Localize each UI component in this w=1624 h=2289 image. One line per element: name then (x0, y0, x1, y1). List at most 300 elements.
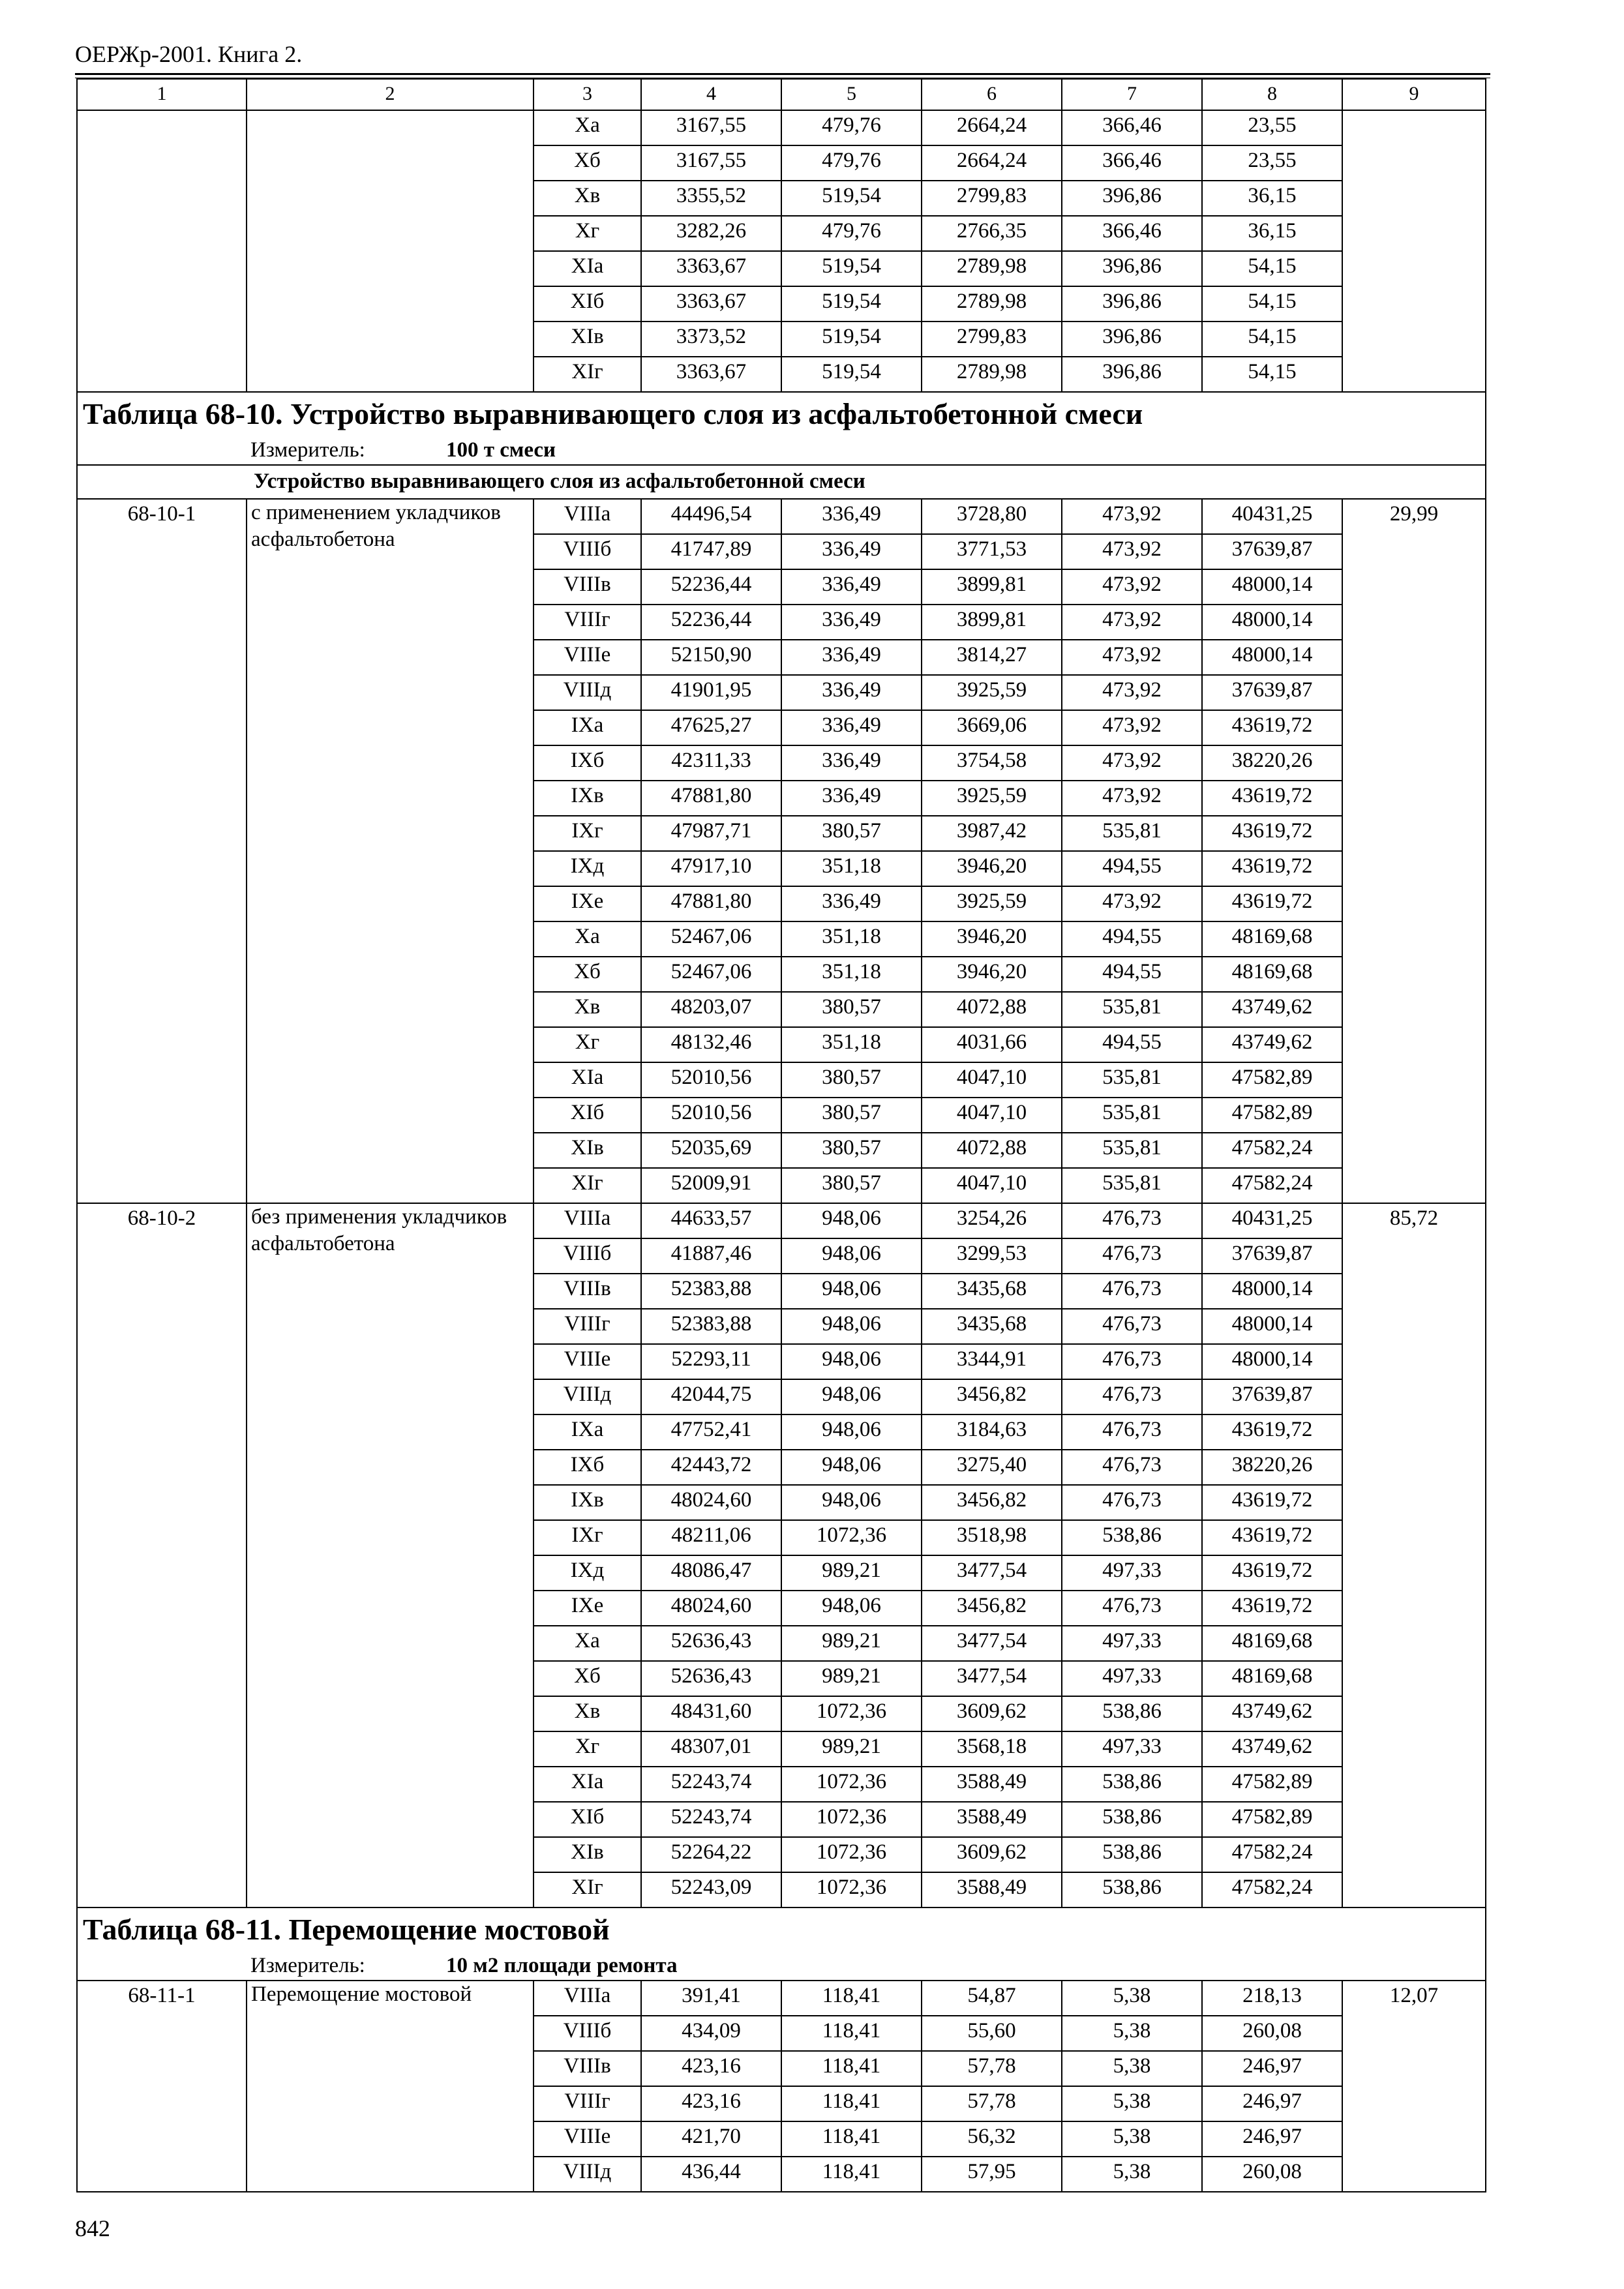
table-title-row (77, 1908, 1486, 1951)
value-cell: 2799,83 (922, 181, 1062, 216)
column-number-row (77, 79, 1486, 110)
value-cell: 3987,42 (922, 816, 1062, 851)
value-cell: 43749,62 (1202, 1696, 1342, 1731)
value-cell: 3167,55 (641, 110, 781, 145)
zone-cell: VIIIд (534, 675, 641, 710)
value-cell: 3728,80 (922, 499, 1062, 534)
value-cell: 4072,88 (922, 1133, 1062, 1168)
value-cell: 3363,67 (641, 251, 781, 286)
value-cell: 48431,60 (641, 1696, 781, 1731)
value-cell: 37639,87 (1202, 534, 1342, 569)
column-number: 3 (534, 79, 641, 110)
value-cell: 52010,56 (641, 1062, 781, 1098)
value-cell: 948,06 (781, 1379, 922, 1414)
value-cell: 497,33 (1062, 1626, 1202, 1661)
value-cell: 535,81 (1062, 816, 1202, 851)
value-cell: 48000,14 (1202, 605, 1342, 640)
value-cell: 43619,72 (1202, 1485, 1342, 1520)
value-cell: 336,49 (781, 640, 922, 675)
item-name: с применением укладчиков асфальтобетона (247, 499, 534, 1203)
zone-cell: IXe (534, 1591, 641, 1626)
value-cell: 3477,54 (922, 1555, 1062, 1591)
value-cell: 3771,53 (922, 534, 1062, 569)
value-cell: 43619,72 (1202, 1555, 1342, 1591)
value-cell: 538,86 (1062, 1520, 1202, 1555)
value-cell: 1072,36 (781, 1696, 922, 1731)
value-cell: 3344,91 (922, 1344, 1062, 1379)
value-cell: 5,38 (1062, 2121, 1202, 2157)
zone-cell: VIIIa (534, 499, 641, 534)
value-cell: 380,57 (781, 1062, 922, 1098)
value-cell: 336,49 (781, 499, 922, 534)
value-cell: 47625,27 (641, 710, 781, 745)
value-cell: 48000,14 (1202, 1344, 1342, 1379)
value-cell: 52383,88 (641, 1309, 781, 1344)
value-cell: 366,46 (1062, 145, 1202, 181)
value-cell: 989,21 (781, 1661, 922, 1696)
empty-cell (1342, 110, 1486, 392)
value-cell: 40431,25 (1202, 1203, 1342, 1238)
value-cell: 43619,72 (1202, 851, 1342, 886)
zone-cell: VIIIг (534, 2086, 641, 2121)
value-cell: 476,73 (1062, 1274, 1202, 1309)
measure-value: 100 т смеси (446, 438, 556, 462)
value-cell: 37639,87 (1202, 1379, 1342, 1414)
zone-cell: IXв (534, 781, 641, 816)
value-cell: 48024,60 (641, 1485, 781, 1520)
measure-label: Измеритель: (250, 1954, 365, 1977)
value-cell: 476,73 (1062, 1344, 1202, 1379)
value-cell: 351,18 (781, 957, 922, 992)
value-cell: 54,87 (922, 1981, 1062, 2016)
value-cell: 476,73 (1062, 1238, 1202, 1274)
value-cell: 2789,98 (922, 357, 1062, 392)
value-cell: 494,55 (1062, 1027, 1202, 1062)
value-cell: 54,15 (1202, 322, 1342, 357)
zone-cell: Xб (534, 957, 641, 992)
value-cell: 473,92 (1062, 640, 1202, 675)
column-number: 9 (1342, 79, 1486, 110)
value-cell: 54,15 (1202, 286, 1342, 322)
value-cell: 4047,10 (922, 1098, 1062, 1133)
table-subtitle: Устройство выравнивающего слоя из асфальтобетонной смеси (77, 465, 1486, 499)
value-cell: 41901,95 (641, 675, 781, 710)
measure-label: Измеритель: (250, 438, 365, 462)
value-cell: 3925,59 (922, 675, 1062, 710)
table-title: Таблица 68-11. Перемощение мостовой (77, 1908, 1486, 1951)
value-cell: 43749,62 (1202, 1027, 1342, 1062)
value-cell: 48211,06 (641, 1520, 781, 1555)
value-cell: 497,33 (1062, 1555, 1202, 1591)
value-cell: 336,49 (781, 569, 922, 605)
zone-cell: VIIIв (534, 2051, 641, 2086)
column-number: 5 (781, 79, 922, 110)
value-cell: 47582,24 (1202, 1168, 1342, 1203)
item-code: 68-10-2 (77, 1203, 247, 1908)
value-cell: 52010,56 (641, 1098, 781, 1133)
value-cell: 42311,33 (641, 745, 781, 781)
zone-cell: XIб (534, 1098, 641, 1133)
value-cell: 246,97 (1202, 2121, 1342, 2157)
value-cell: 47881,80 (641, 781, 781, 816)
empty-cell (77, 110, 247, 392)
value-cell: 40431,25 (1202, 499, 1342, 534)
value-cell: 41747,89 (641, 534, 781, 569)
value-cell: 366,46 (1062, 110, 1202, 145)
value-cell: 48132,46 (641, 1027, 781, 1062)
zone-cell: Xг (534, 216, 641, 251)
zone-cell: XIг (534, 1872, 641, 1908)
value-cell: 473,92 (1062, 675, 1202, 710)
value-cell: 380,57 (781, 1168, 922, 1203)
zone-cell: VIIIв (534, 569, 641, 605)
zone-cell: IXв (534, 1485, 641, 1520)
value-cell: 23,55 (1202, 110, 1342, 145)
zone-cell: VIIIe (534, 1344, 641, 1379)
value-cell: 43619,72 (1202, 710, 1342, 745)
value-cell: 3477,54 (922, 1626, 1062, 1661)
zone-cell: XIa (534, 251, 641, 286)
value-cell: 48024,60 (641, 1591, 781, 1626)
value-cell: 55,60 (922, 2016, 1062, 2051)
value-cell: 2664,24 (922, 110, 1062, 145)
value-cell: 4047,10 (922, 1168, 1062, 1203)
rates-table (76, 78, 1486, 2192)
zone-cell: VIIIe (534, 2121, 641, 2157)
zone-cell: IXe (534, 886, 641, 921)
value-cell: 54,15 (1202, 251, 1342, 286)
value-cell: 48169,68 (1202, 957, 1342, 992)
value-cell: 2799,83 (922, 322, 1062, 357)
value-cell: 118,41 (781, 2157, 922, 2192)
item-code: 68-11-1 (77, 1981, 247, 2192)
value-cell: 434,09 (641, 2016, 781, 2051)
value-cell: 52467,06 (641, 957, 781, 992)
value-cell: 3355,52 (641, 181, 781, 216)
value-cell: 43749,62 (1202, 1731, 1342, 1767)
value-cell: 118,41 (781, 2016, 922, 2051)
value-cell: 948,06 (781, 1344, 922, 1379)
value-cell: 948,06 (781, 1274, 922, 1309)
value-cell: 3669,06 (922, 710, 1062, 745)
value-cell: 396,86 (1062, 181, 1202, 216)
zone-cell: IXб (534, 1450, 641, 1485)
page-number: 842 (75, 2215, 110, 2241)
value-cell: 5,38 (1062, 2157, 1202, 2192)
value-cell: 260,08 (1202, 2157, 1342, 2192)
value-cell: 948,06 (781, 1414, 922, 1450)
value-cell: 989,21 (781, 1555, 922, 1591)
value-cell: 52236,44 (641, 569, 781, 605)
value-cell: 41887,46 (641, 1238, 781, 1274)
value-cell: 494,55 (1062, 921, 1202, 957)
item-name: Перемощение мостовой (247, 1981, 534, 2192)
value-cell: 48169,68 (1202, 1626, 1342, 1661)
value-cell: 519,54 (781, 286, 922, 322)
table-title-row (77, 392, 1486, 436)
zone-cell: VIIIд (534, 1379, 641, 1414)
value-cell: 52293,11 (641, 1344, 781, 1379)
zone-cell: Xб (534, 145, 641, 181)
zone-cell: Xв (534, 992, 641, 1027)
zone-cell: IXд (534, 851, 641, 886)
value-cell: 47752,41 (641, 1414, 781, 1450)
measure-value: 10 м2 площади ремонта (446, 1954, 678, 1977)
value-cell: 57,78 (922, 2051, 1062, 2086)
value-cell: 56,32 (922, 2121, 1062, 2157)
value-cell: 3946,20 (922, 851, 1062, 886)
value-cell: 3588,49 (922, 1767, 1062, 1802)
value-cell: 57,95 (922, 2157, 1062, 2192)
zone-cell: VIIIa (534, 1981, 641, 2016)
zone-cell: XIб (534, 286, 641, 322)
value-cell: 52236,44 (641, 605, 781, 640)
zone-cell: IXб (534, 745, 641, 781)
value-cell: 52035,69 (641, 1133, 781, 1168)
zone-cell: XIв (534, 1133, 641, 1168)
value-cell: 48000,14 (1202, 569, 1342, 605)
col9-value: 29,99 (1342, 499, 1486, 1203)
page-header: ОЕРЖр-2001. Книга 2. (75, 41, 303, 67)
value-cell: 48000,14 (1202, 1309, 1342, 1344)
zone-cell: VIIIд (534, 2157, 641, 2192)
value-cell: 3435,68 (922, 1309, 1062, 1344)
value-cell: 43619,72 (1202, 1591, 1342, 1626)
item-code: 68-10-1 (77, 499, 247, 1203)
value-cell: 476,73 (1062, 1309, 1202, 1344)
zone-cell: Xa (534, 1626, 641, 1661)
value-cell: 4047,10 (922, 1062, 1062, 1098)
column-number: 2 (247, 79, 534, 110)
value-cell: 3275,40 (922, 1450, 1062, 1485)
value-cell: 479,76 (781, 216, 922, 251)
zone-cell: VIIIe (534, 640, 641, 675)
value-cell: 37639,87 (1202, 675, 1342, 710)
zone-cell: IXa (534, 1414, 641, 1450)
value-cell: 336,49 (781, 710, 922, 745)
value-cell: 1072,36 (781, 1767, 922, 1802)
empty-cell (247, 110, 534, 392)
col9-value: 85,72 (1342, 1203, 1486, 1908)
value-cell: 48203,07 (641, 992, 781, 1027)
value-cell: 494,55 (1062, 851, 1202, 886)
value-cell: 3518,98 (922, 1520, 1062, 1555)
value-cell: 52264,22 (641, 1837, 781, 1872)
value-cell: 48169,68 (1202, 1661, 1342, 1696)
value-cell: 218,13 (1202, 1981, 1342, 2016)
value-cell: 4072,88 (922, 992, 1062, 1027)
value-cell: 948,06 (781, 1450, 922, 1485)
zone-cell: IXa (534, 710, 641, 745)
value-cell: 436,44 (641, 2157, 781, 2192)
value-cell: 5,38 (1062, 2051, 1202, 2086)
value-cell: 396,86 (1062, 357, 1202, 392)
value-cell: 476,73 (1062, 1379, 1202, 1414)
value-cell: 5,38 (1062, 2086, 1202, 2121)
value-cell: 519,54 (781, 322, 922, 357)
value-cell: 3282,26 (641, 216, 781, 251)
value-cell: 380,57 (781, 992, 922, 1027)
value-cell: 3167,55 (641, 145, 781, 181)
value-cell: 3899,81 (922, 605, 1062, 640)
value-cell: 3299,53 (922, 1238, 1062, 1274)
value-cell: 473,92 (1062, 886, 1202, 921)
value-cell: 479,76 (781, 110, 922, 145)
zone-cell: XIг (534, 357, 641, 392)
value-cell: 473,92 (1062, 745, 1202, 781)
value-cell: 351,18 (781, 1027, 922, 1062)
value-cell: 351,18 (781, 851, 922, 886)
value-cell: 3373,52 (641, 322, 781, 357)
value-cell: 948,06 (781, 1485, 922, 1520)
value-cell: 3456,82 (922, 1379, 1062, 1414)
value-cell: 336,49 (781, 605, 922, 640)
zone-cell: VIIIб (534, 534, 641, 569)
measure-cell (77, 1951, 1486, 1981)
zone-cell: Xб (534, 1661, 641, 1696)
value-cell: 3588,49 (922, 1872, 1062, 1908)
subtitle-row (77, 465, 1486, 499)
value-cell: 948,06 (781, 1238, 922, 1274)
value-cell: 48086,47 (641, 1555, 781, 1591)
zone-cell: XIa (534, 1062, 641, 1098)
zone-cell: Xг (534, 1027, 641, 1062)
value-cell: 535,81 (1062, 1133, 1202, 1168)
value-cell: 43619,72 (1202, 1520, 1342, 1555)
value-cell: 118,41 (781, 2086, 922, 2121)
value-cell: 476,73 (1062, 1485, 1202, 1520)
zone-cell: XIa (534, 1767, 641, 1802)
value-cell: 3609,62 (922, 1696, 1062, 1731)
value-cell: 3363,67 (641, 357, 781, 392)
value-cell: 396,86 (1062, 286, 1202, 322)
item-name: без применения укладчиков асфальтобетона (247, 1203, 534, 1908)
value-cell: 44496,54 (641, 499, 781, 534)
value-cell: 948,06 (781, 1203, 922, 1238)
value-cell: 48307,01 (641, 1731, 781, 1767)
value-cell: 47987,71 (641, 816, 781, 851)
value-cell: 476,73 (1062, 1591, 1202, 1626)
value-cell: 535,81 (1062, 992, 1202, 1027)
table-row (77, 1981, 1486, 2016)
value-cell: 535,81 (1062, 1098, 1202, 1133)
value-cell: 948,06 (781, 1591, 922, 1626)
value-cell: 1072,36 (781, 1520, 922, 1555)
value-cell: 473,92 (1062, 499, 1202, 534)
zone-cell: Xa (534, 110, 641, 145)
value-cell: 52243,74 (641, 1767, 781, 1802)
value-cell: 336,49 (781, 886, 922, 921)
value-cell: 494,55 (1062, 957, 1202, 992)
value-cell: 36,15 (1202, 181, 1342, 216)
value-cell: 396,86 (1062, 251, 1202, 286)
value-cell: 989,21 (781, 1731, 922, 1767)
value-cell: 473,92 (1062, 534, 1202, 569)
value-cell: 52636,43 (641, 1626, 781, 1661)
value-cell: 38220,26 (1202, 745, 1342, 781)
value-cell: 48169,68 (1202, 921, 1342, 957)
value-cell: 473,92 (1062, 710, 1202, 745)
value-cell: 538,86 (1062, 1767, 1202, 1802)
value-cell: 3568,18 (922, 1731, 1062, 1767)
value-cell: 497,33 (1062, 1661, 1202, 1696)
value-cell: 473,92 (1062, 781, 1202, 816)
value-cell: 2664,24 (922, 145, 1062, 181)
value-cell: 5,38 (1062, 1981, 1202, 2016)
value-cell: 43619,72 (1202, 886, 1342, 921)
value-cell: 3754,58 (922, 745, 1062, 781)
value-cell: 3899,81 (922, 569, 1062, 605)
zone-cell: VIIIa (534, 1203, 641, 1238)
value-cell: 3456,82 (922, 1591, 1062, 1626)
zone-cell: Xг (534, 1731, 641, 1767)
table-row (77, 499, 1486, 534)
value-cell: 118,41 (781, 1981, 922, 2016)
value-cell: 1072,36 (781, 1802, 922, 1837)
value-cell: 47582,89 (1202, 1098, 1342, 1133)
value-cell: 336,49 (781, 781, 922, 816)
value-cell: 118,41 (781, 2051, 922, 2086)
measure-row (77, 436, 1486, 465)
value-cell: 3435,68 (922, 1274, 1062, 1309)
value-cell: 47582,24 (1202, 1837, 1342, 1872)
column-number: 4 (641, 79, 781, 110)
value-cell: 38220,26 (1202, 1450, 1342, 1485)
col9-value: 12,07 (1342, 1981, 1486, 2192)
value-cell: 351,18 (781, 921, 922, 957)
value-cell: 52243,74 (641, 1802, 781, 1837)
value-cell: 52150,90 (641, 640, 781, 675)
value-cell: 423,16 (641, 2051, 781, 2086)
value-cell: 366,46 (1062, 216, 1202, 251)
value-cell: 519,54 (781, 357, 922, 392)
value-cell: 336,49 (781, 675, 922, 710)
zone-cell: Xв (534, 1696, 641, 1731)
value-cell: 3946,20 (922, 921, 1062, 957)
value-cell: 3609,62 (922, 1837, 1062, 1872)
value-cell: 43619,72 (1202, 1414, 1342, 1450)
value-cell: 3363,67 (641, 286, 781, 322)
value-cell: 246,97 (1202, 2051, 1342, 2086)
value-cell: 4031,66 (922, 1027, 1062, 1062)
value-cell: 3477,54 (922, 1661, 1062, 1696)
zone-cell: IXг (534, 1520, 641, 1555)
value-cell: 37639,87 (1202, 1238, 1342, 1274)
value-cell: 336,49 (781, 745, 922, 781)
value-cell: 23,55 (1202, 145, 1342, 181)
value-cell: 538,86 (1062, 1837, 1202, 1872)
value-cell: 2766,35 (922, 216, 1062, 251)
value-cell: 497,33 (1062, 1731, 1202, 1767)
value-cell: 989,21 (781, 1626, 922, 1661)
value-cell: 538,86 (1062, 1872, 1202, 1908)
value-cell: 36,15 (1202, 216, 1342, 251)
value-cell: 519,54 (781, 181, 922, 216)
zone-cell: IXд (534, 1555, 641, 1591)
column-number: 8 (1202, 79, 1342, 110)
zone-cell: XIв (534, 1837, 641, 1872)
value-cell: 519,54 (781, 251, 922, 286)
column-number: 6 (922, 79, 1062, 110)
zone-cell: VIIIб (534, 1238, 641, 1274)
value-cell: 476,73 (1062, 1203, 1202, 1238)
value-cell: 3814,27 (922, 640, 1062, 675)
value-cell: 43619,72 (1202, 781, 1342, 816)
value-cell: 380,57 (781, 1133, 922, 1168)
value-cell: 43619,72 (1202, 816, 1342, 851)
column-number: 1 (77, 79, 247, 110)
zone-cell: Xв (534, 181, 641, 216)
